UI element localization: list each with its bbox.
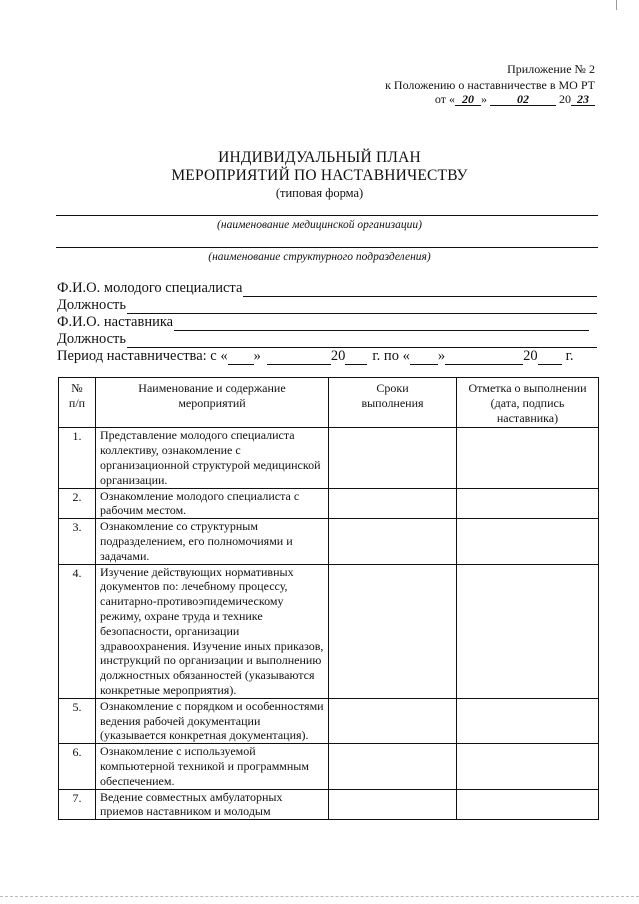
row-number: 3.	[59, 519, 96, 564]
header-completion-mark	[457, 378, 599, 428]
period-end-label: г.	[565, 348, 574, 364]
mentor-name-blank	[174, 316, 589, 331]
table-row	[59, 428, 599, 488]
page-fold-line	[0, 896, 639, 897]
table-row	[59, 564, 599, 698]
header-deadline-text: Сроки выполнения	[361, 381, 424, 410]
row-activity: Изучение действующих нормативных документов по: лечебному процессу, санитарно-противоэпидемическому режиму, охране труда и технике безопасности, организации здравоохранения. Изучение иных приказов, инструкций по организации и выполнению должностных обязанностей (указываются конкретные мероприятия).	[96, 564, 329, 698]
table-row	[59, 744, 599, 789]
period-start-year-blank	[345, 350, 367, 365]
row-activity: Ознакомление со структурным подразделением, его полномочиями и задачами.	[96, 519, 329, 564]
table-row	[59, 488, 599, 519]
mentor-position-label: Должность	[57, 331, 126, 347]
row-number: 4.	[59, 564, 96, 698]
scan-edge-mark	[616, 0, 617, 10]
mentoring-plan-table	[58, 377, 599, 820]
period-to-label: г. по «	[372, 348, 410, 364]
mentee-name-blank	[243, 282, 597, 297]
row-deadline-cell[interactable]	[329, 744, 457, 789]
mentee-position-blank	[127, 299, 597, 314]
period-start-month-blank	[267, 350, 331, 365]
row-mark-cell[interactable]	[457, 789, 599, 820]
mentor-name-field	[57, 314, 589, 331]
row-deadline-cell[interactable]	[329, 488, 457, 519]
mentor-position-field	[57, 331, 597, 348]
period-end-day-blank	[410, 350, 438, 365]
document-title-line1: ИНДИВИДУАЛЬНЫЙ ПЛАН	[218, 149, 421, 166]
row-activity: Ознакомление с используемой компьютерной техникой и программным обеспечением.	[96, 744, 329, 789]
row-activity: Ведение совместных амбулаторных приемов наставником и молодым	[96, 789, 329, 820]
mentee-position-field	[57, 297, 597, 314]
row-mark-cell[interactable]	[457, 488, 599, 519]
date-year-prefix: 20	[559, 92, 571, 106]
row-activity: Представление молодого специалиста коллективу, ознакомление с организационной структурой медицинской организации.	[96, 428, 329, 488]
mentee-position-label: Должность	[57, 297, 126, 313]
appendix-date	[435, 92, 595, 106]
appendix-regulation: к Положению о наставничестве в МО РТ	[385, 78, 595, 92]
header-deadline	[329, 378, 457, 428]
period-quote-2: »	[437, 348, 446, 364]
header-completion-text: Отметка о выполнении (дата, подпись наставника)	[468, 381, 587, 425]
row-number: 6.	[59, 744, 96, 789]
row-mark-cell[interactable]	[457, 698, 599, 743]
row-mark-cell[interactable]	[457, 744, 599, 789]
header-activity	[96, 378, 329, 428]
organization-line	[56, 215, 598, 216]
date-month-handwritten: 02	[490, 93, 556, 106]
row-number: 1.	[59, 428, 96, 488]
date-year-handwritten: 23	[571, 93, 595, 106]
period-year-1: 20	[330, 348, 346, 364]
table-row	[59, 698, 599, 743]
organization-caption: (наименование медицинской организации)	[217, 219, 422, 231]
table-row	[59, 789, 599, 820]
mentee-name-label: Ф.И.О. молодого специалиста	[57, 280, 243, 296]
mentor-position-blank	[127, 333, 597, 348]
row-mark-cell[interactable]	[457, 428, 599, 488]
row-deadline-cell[interactable]	[329, 428, 457, 488]
row-deadline-cell[interactable]	[329, 698, 457, 743]
document-subtitle: (типовая форма)	[275, 186, 364, 200]
row-number: 7.	[59, 789, 96, 820]
mentee-name-field	[57, 280, 597, 297]
date-day-handwritten: 20	[455, 93, 481, 106]
table-header-row	[59, 378, 599, 428]
period-end-month-blank	[445, 350, 523, 365]
period-year-2: 20	[523, 348, 538, 364]
header-number	[59, 378, 96, 428]
date-quote: »	[481, 92, 487, 106]
row-mark-cell[interactable]	[457, 564, 599, 698]
row-mark-cell[interactable]	[457, 519, 599, 564]
row-deadline-cell[interactable]	[329, 789, 457, 820]
mentor-name-label: Ф.И.О. наставника	[57, 314, 174, 330]
period-quote-1: »	[253, 348, 261, 364]
period-label: Период наставничества: с «	[57, 348, 228, 364]
department-line	[56, 247, 598, 248]
period-end-year-blank	[538, 350, 562, 365]
header-activity-text: Наименование и содержание мероприятий	[138, 381, 286, 410]
header-number-text: № п/п	[68, 381, 86, 410]
document-title-line2: МЕРОПРИЯТИЙ ПО НАСТАВНИЧЕСТВУ	[171, 167, 468, 184]
row-activity: Ознакомление молодого специалиста с рабочим местом.	[96, 488, 329, 519]
row-number: 5.	[59, 698, 96, 743]
row-activity: Ознакомление с порядком и особенностями ведения рабочей документации (указывается конкретная документация).	[96, 698, 329, 743]
period-start-day-blank	[228, 350, 254, 365]
row-deadline-cell[interactable]	[329, 564, 457, 698]
table-row	[59, 519, 599, 564]
mentoring-period-field	[57, 348, 597, 365]
date-prefix: от «	[434, 92, 455, 106]
appendix-number: Приложение № 2	[507, 62, 595, 76]
department-caption: (наименование структурного подразделения)	[208, 251, 431, 263]
row-deadline-cell[interactable]	[329, 519, 457, 564]
row-number: 2.	[59, 488, 96, 519]
